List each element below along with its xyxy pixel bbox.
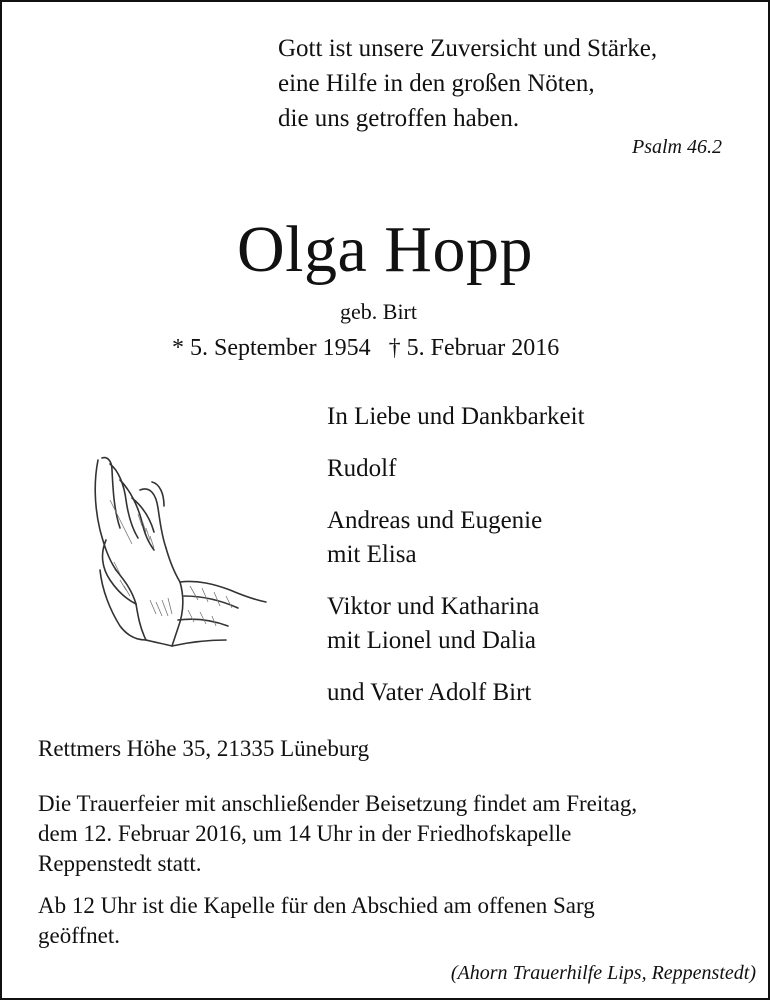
undertaker-credit: (Ahorn Trauerhilfe Lips, Reppenstedt) xyxy=(450,962,756,984)
quote-line: die uns getroffen haben. xyxy=(278,105,520,132)
mourner-line: Rudolf xyxy=(327,455,397,482)
mourner-line: Andreas und Eugenie xyxy=(327,507,543,534)
mourner-group xyxy=(327,676,585,710)
text-line: geöffnet. xyxy=(38,923,120,948)
family-address: Rettmers Höhe 35, 21335 Lüneburg xyxy=(38,736,370,761)
death-date: † 5. Februar 2016 xyxy=(388,335,560,361)
mourner-line: Viktor und Katharina xyxy=(327,593,540,620)
maiden-name: geb. Birt xyxy=(340,299,417,324)
mourner-group xyxy=(327,400,585,434)
quote-line: eine Hilfe in den großen Nöten, xyxy=(278,70,595,97)
quote-source: Psalm 46.2 xyxy=(632,136,722,158)
viewing-text xyxy=(38,891,595,951)
praying-hands-icon xyxy=(80,450,270,650)
text-line: Die Trauerfeier mit anschließender Beisetzung findet am Freitag, xyxy=(38,791,638,816)
mourners-list xyxy=(327,400,585,728)
mourner-group xyxy=(327,590,585,658)
deceased-name: Olga Hopp xyxy=(237,213,533,286)
quote-line: Gott ist unsere Zuversicht und Stärke, xyxy=(278,35,658,62)
mourner-line: mit Elisa xyxy=(327,541,417,568)
funeral-service-text xyxy=(38,789,637,879)
text-line: dem 12. Februar 2016, um 14 Uhr in der Friedhofskapelle xyxy=(38,821,572,846)
birth-date: * 5. September 1954 xyxy=(172,335,371,361)
mourner-line: und Vater Adolf Birt xyxy=(327,679,532,706)
mourner-line: mit Lionel und Dalia xyxy=(327,627,536,654)
life-dates xyxy=(172,335,559,362)
text-line: Ab 12 Uhr ist die Kapelle für den Abschied am offenen Sarg xyxy=(38,893,595,918)
psalm-quote xyxy=(278,31,657,136)
mourner-line: In Liebe und Dankbarkeit xyxy=(327,403,585,430)
text-line: Reppenstedt statt. xyxy=(38,851,202,876)
mourner-group xyxy=(327,504,585,572)
mourner-group xyxy=(327,452,585,486)
